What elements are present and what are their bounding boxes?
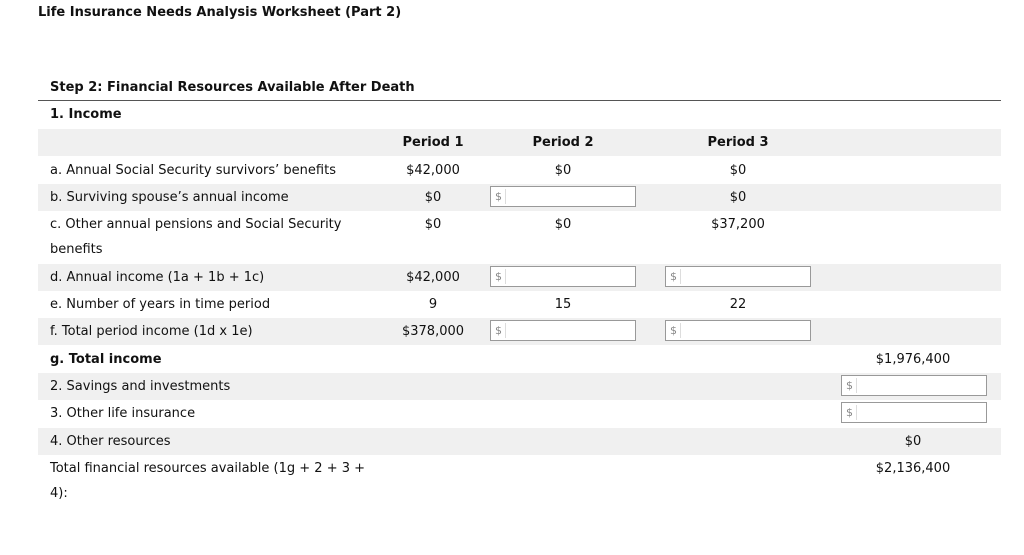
row-d-period-2-input[interactable] — [490, 266, 636, 287]
row-b-period-1: $0 — [424, 190, 442, 205]
row-b-period-2-input[interactable] — [490, 186, 636, 207]
other-resources-label: 4. Other resources — [50, 434, 171, 449]
row-c-period-1: $0 — [424, 217, 442, 232]
row-f-period-3-field[interactable] — [684, 322, 834, 339]
row-b-label: b. Surviving spouse’s annual income — [50, 190, 289, 205]
row-d-period-3-field[interactable] — [684, 268, 834, 285]
other-insurance-field[interactable] — [860, 404, 1010, 421]
row-e-period-2: 15 — [554, 297, 572, 312]
row-b-period-2-field[interactable] — [509, 188, 659, 205]
row-d-period-1: $42,000 — [406, 270, 460, 285]
header-period-3: Period 3 — [707, 135, 769, 150]
row-d-period-2-field[interactable] — [509, 268, 659, 285]
row-e-period-1: 9 — [428, 297, 438, 312]
row-b-period-3: $0 — [729, 190, 747, 205]
row-d-period-3-input[interactable] — [665, 266, 811, 287]
row-c-label: c. Other annual pensions and Social Security — [50, 217, 342, 232]
row-f-period-2-input[interactable] — [490, 320, 636, 341]
savings-label: 2. Savings and investments — [50, 379, 231, 394]
row-c-period-3: $37,200 — [711, 217, 765, 232]
row-c-period-2: $0 — [554, 217, 572, 232]
total-income-value: $1,976,400 — [875, 352, 951, 367]
row-a-period-3: $0 — [729, 163, 747, 178]
total-resources-value: $2,136,400 — [875, 461, 951, 476]
dollar-icon: $ — [495, 189, 506, 204]
total-resources-label: Total financial resources available (1g + 2 + 3 + — [50, 461, 366, 476]
row-e-period-3: 22 — [729, 297, 747, 312]
header-period-1: Period 1 — [402, 135, 464, 150]
dollar-icon: $ — [846, 378, 857, 393]
dollar-icon: $ — [495, 323, 506, 338]
dollar-icon: $ — [495, 269, 506, 284]
dollar-icon: $ — [846, 405, 857, 420]
income-title: 1. Income — [50, 107, 122, 122]
row-f-period-1: $378,000 — [401, 324, 465, 339]
row-f-period-2-field[interactable] — [509, 322, 659, 339]
savings-field[interactable] — [860, 377, 1010, 394]
other-resources-value: $0 — [904, 434, 922, 449]
savings-input[interactable] — [841, 375, 987, 396]
row-f-period-3-input[interactable] — [665, 320, 811, 341]
other-insurance-label: 3. Other life insurance — [50, 406, 196, 421]
other-insurance-input[interactable] — [841, 402, 987, 423]
header-period-2: Period 2 — [532, 135, 594, 150]
row-g-label: g. Total income — [50, 352, 162, 367]
row-a-period-1: $42,000 — [406, 163, 460, 178]
row-f-label: f. Total period income (1d x 1e) — [50, 324, 253, 339]
page-title: Life Insurance Needs Analysis Worksheet (Part 2) — [38, 5, 402, 20]
total-resources-label-continued: 4): — [50, 486, 68, 501]
section-divider — [38, 100, 1001, 101]
row-d-label: d. Annual income (1a + 1b + 1c) — [50, 270, 265, 285]
row-e-label: e. Number of years in time period — [50, 297, 271, 312]
dollar-icon: $ — [670, 323, 681, 338]
row-band-other-resources — [38, 428, 1001, 455]
row-a-period-2: $0 — [554, 163, 572, 178]
section-title: Step 2: Financial Resources Available After Death — [50, 80, 415, 95]
row-a-label: a. Annual Social Security survivors’ benefits — [50, 163, 336, 178]
dollar-icon: $ — [670, 269, 681, 284]
row-c-label-continued: benefits — [50, 242, 103, 257]
